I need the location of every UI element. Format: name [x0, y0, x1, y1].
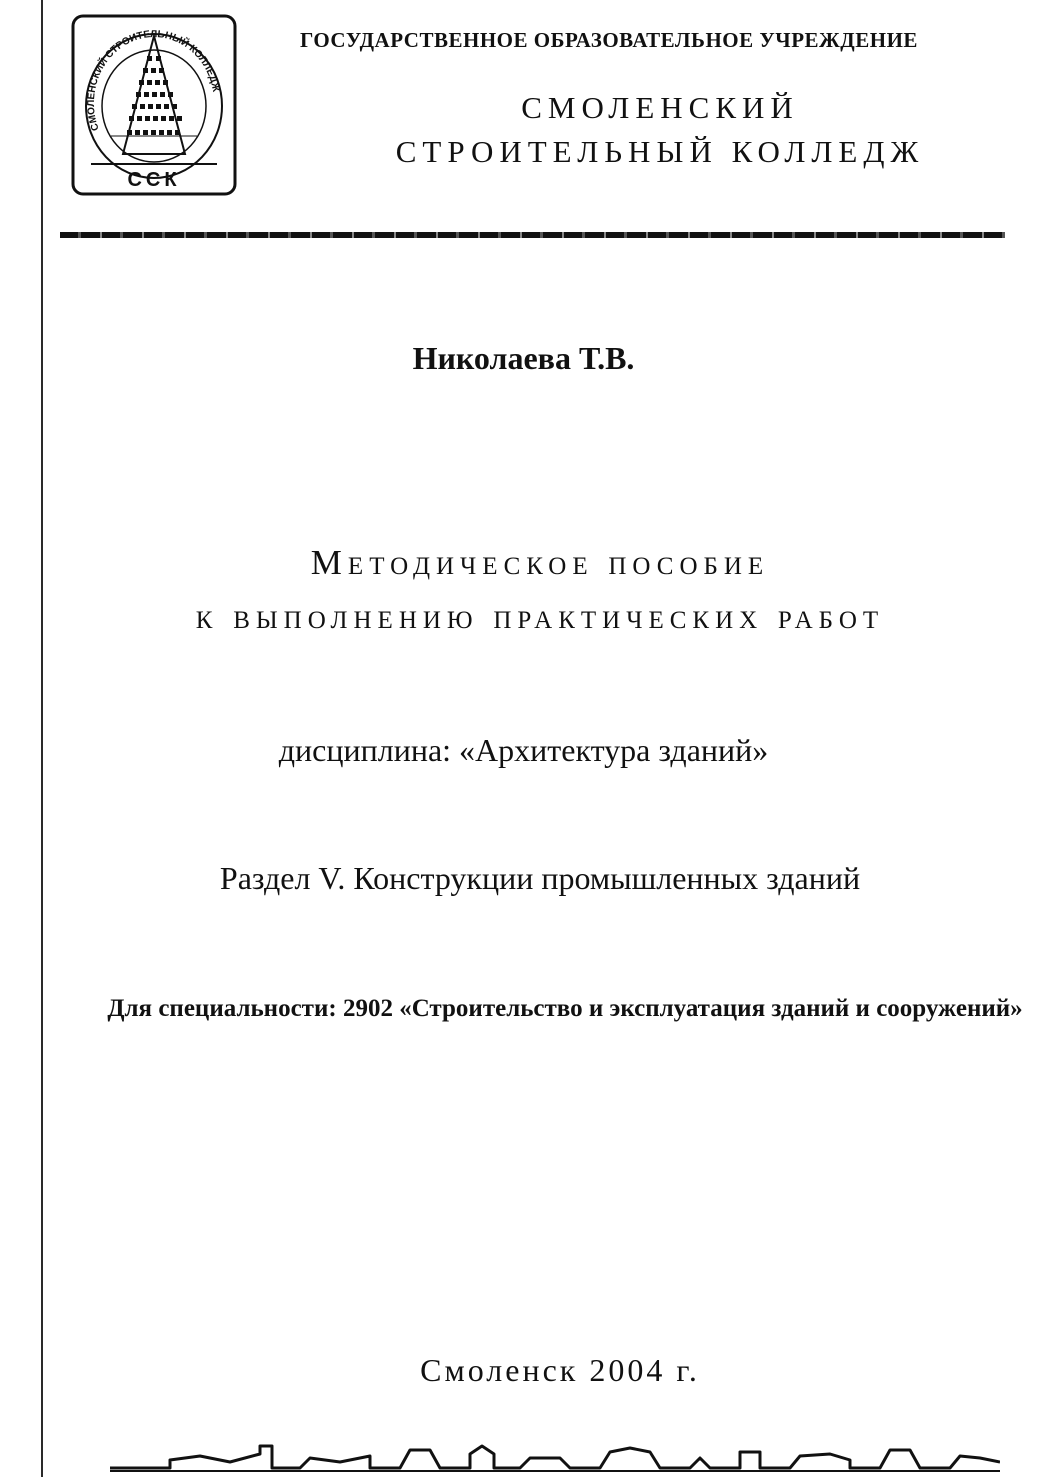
section-title: Раздел V. Конструкции промышленных зданий [219, 860, 861, 896]
specialty: Для специальности: 2902 «Строительство и эксплуатация зданий и сооружений» [107, 995, 1023, 1022]
header-divider [60, 232, 1005, 238]
document-title [40, 536, 1040, 644]
college-name-line2: СТРОИТЕЛЬНЫЙ КОЛЛЕДЖ [395, 134, 925, 169]
author-name: Николаева Т.В. [412, 340, 635, 376]
skyline-ornament [110, 1418, 1000, 1474]
place-and-year: Смоленск 2004 г. [420, 1352, 700, 1388]
logo-abbreviation: ССК [127, 169, 181, 191]
institution-name: ГОСУДАРСТВЕННОЕ ОБРАЗОВАТЕЛЬНОЕ УЧРЕЖДЕНИЕ [300, 28, 918, 52]
college-name-line1: СМОЛЕНСКИЙ [521, 90, 799, 125]
discipline: дисциплина: «Архитектура зданий» [278, 732, 769, 768]
document-title-line1: Методическое пособие [310, 543, 770, 582]
college-logo [71, 14, 237, 196]
college-name [340, 86, 980, 174]
logo-ring-text: СМОЛЕНСКИЙ СТРОИТЕЛЬНЫЙ КОЛЛЕДЖ [85, 29, 222, 132]
document-title-line2: к выполнению практических работ [195, 597, 885, 636]
